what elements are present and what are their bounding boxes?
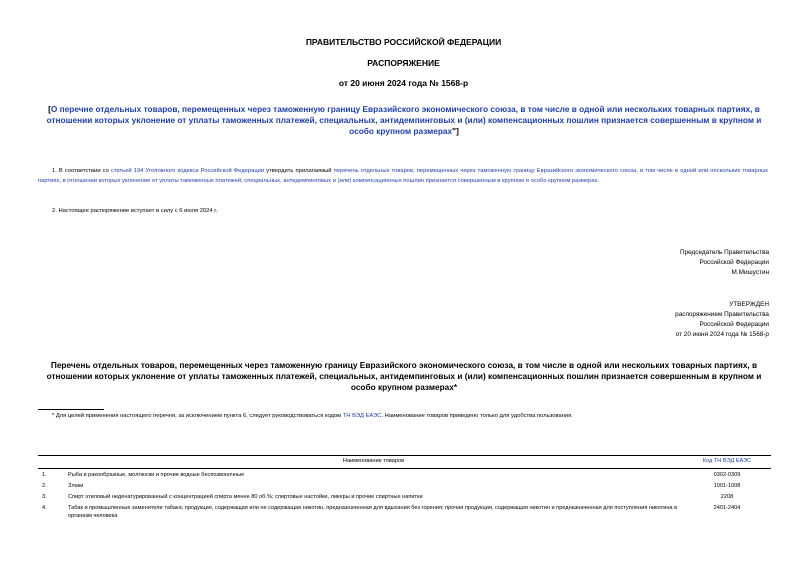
table-row — [38, 491, 771, 502]
approval-line-3: Российской Федерации — [699, 321, 769, 328]
row-code: 2208 — [720, 493, 734, 500]
header-name-cell: Наименование товаров — [64, 456, 683, 469]
row-num: 2. — [42, 482, 47, 489]
footnote-end: . Наименование товаров приведено только для удобства пользования. — [381, 413, 573, 419]
table-header-row — [38, 456, 771, 469]
document-date-number: от 20 июня 2024 года № 1568-р — [338, 78, 469, 88]
row-num: 4. — [42, 504, 47, 511]
row-num: 3. — [42, 493, 47, 500]
tn-ved-link[interactable]: ТН ВЭД ЕАЭС — [342, 413, 382, 419]
title-bracket-open: [ — [48, 104, 51, 114]
approval-line-2: распоряжением Правительства — [675, 311, 769, 318]
paragraph-1-mid: утвердить прилагаемый — [264, 168, 334, 174]
title-link[interactable]: О перечне отдельных товаров, перемещенных через таможенную границу Евразийского экономического союза, в том числе в одной или нескольких товарных партиях, в отношении которых уклонение от уплаты таможенных платежей, специальных, антидемпинговых и (или) компенсационных пошлин признается совершенным в крупном и особо крупном размерах — [46, 104, 762, 136]
row-name: Спирт этиловый неденатурированный с концентрацией спирта менее 80 об.%; спиртовые настойки, ликеры и прочие спиртные напитки — [68, 493, 423, 500]
approval-label: УТВЕРЖДЕН — [729, 301, 769, 308]
goods-table — [38, 455, 771, 521]
approval-block — [675, 300, 769, 340]
table-row — [38, 469, 771, 481]
header-code-cell — [683, 456, 771, 469]
row-name: Злаки — [68, 482, 84, 489]
approval-date: от 20 июня 2024 года № 1568-р — [675, 331, 769, 338]
table-row — [38, 480, 771, 491]
paragraph-1-lead: 1. В соответствии со — [52, 168, 111, 174]
row-name: Рыба и ракообразные, моллюски и прочие водные беспозвоночные — [68, 471, 245, 478]
header-code-link[interactable]: Код ТН ВЭД ЕАЭС — [702, 458, 752, 464]
header-num-cell — [38, 456, 64, 469]
document-title — [46, 104, 762, 137]
signature-block — [680, 248, 769, 278]
goods-list-link[interactable]: перечень отдельных товаров, перемещенных через таможенную границу Евразийского экономического союза, в том числе в одной или нескольких товарных партиях, в отношении которых уклонение от уплаты таможенных платежей, специальных, антидемпинговых и (или) компенсационных пошлин признается совершенным в крупном и особо крупном размерах — [38, 168, 769, 184]
row-num: 1. — [42, 471, 47, 478]
signer-title: Председатель Правительства — [680, 249, 769, 256]
footnote — [52, 413, 772, 419]
signer-org: Российской Федерации — [699, 259, 769, 266]
footnote-divider — [38, 409, 104, 410]
title-bracket-close: "] — [452, 126, 459, 136]
row-code: 2401-2404 — [713, 504, 741, 511]
footnote-lead: * Для целей применения настоящего перечня, за исключением пункта 6, следует руководствоваться кодом — [52, 413, 343, 419]
list-title: Перечень отдельных товаров, перемещенных через таможенную границу Евразийского экономического союза, в том числе в одной или нескольких товарных партиях, в отношении которых уклонение от уплаты таможенных платежей, специальных, антидемпинговых и (или) компенсационных пошлин признается совершенным в крупном и особо крупном размерах* — [46, 360, 762, 392]
criminal-code-article-link[interactable]: статьей 194 Уголовного кодекса Российской Федерации — [110, 168, 265, 174]
paragraph-2: 2. Настоящее распоряжение вступает в силу с 6 июля 2024 г. — [52, 208, 218, 214]
row-code: 0302-0309 — [713, 471, 741, 478]
signer-name: М.Мишустин — [731, 269, 769, 276]
paragraph-1-end: . — [597, 177, 600, 184]
issuing-authority: ПРАВИТЕЛЬСТВО РОССИЙСКОЙ ФЕДЕРАЦИИ — [305, 37, 502, 47]
document-type: РАСПОРЯЖЕНИЕ — [367, 58, 440, 68]
row-code: 1001-1008 — [713, 482, 741, 489]
table-row — [38, 502, 771, 521]
row-name: Табак и промышленные заменители табака; продукция, содержащая или не содержащая никотин, предназначенная для вдыхания без горения; прочая продукция, содержащая никотин и предназначенная для поступления никотина в организм человека — [68, 504, 678, 519]
paragraph-1 — [38, 167, 768, 186]
